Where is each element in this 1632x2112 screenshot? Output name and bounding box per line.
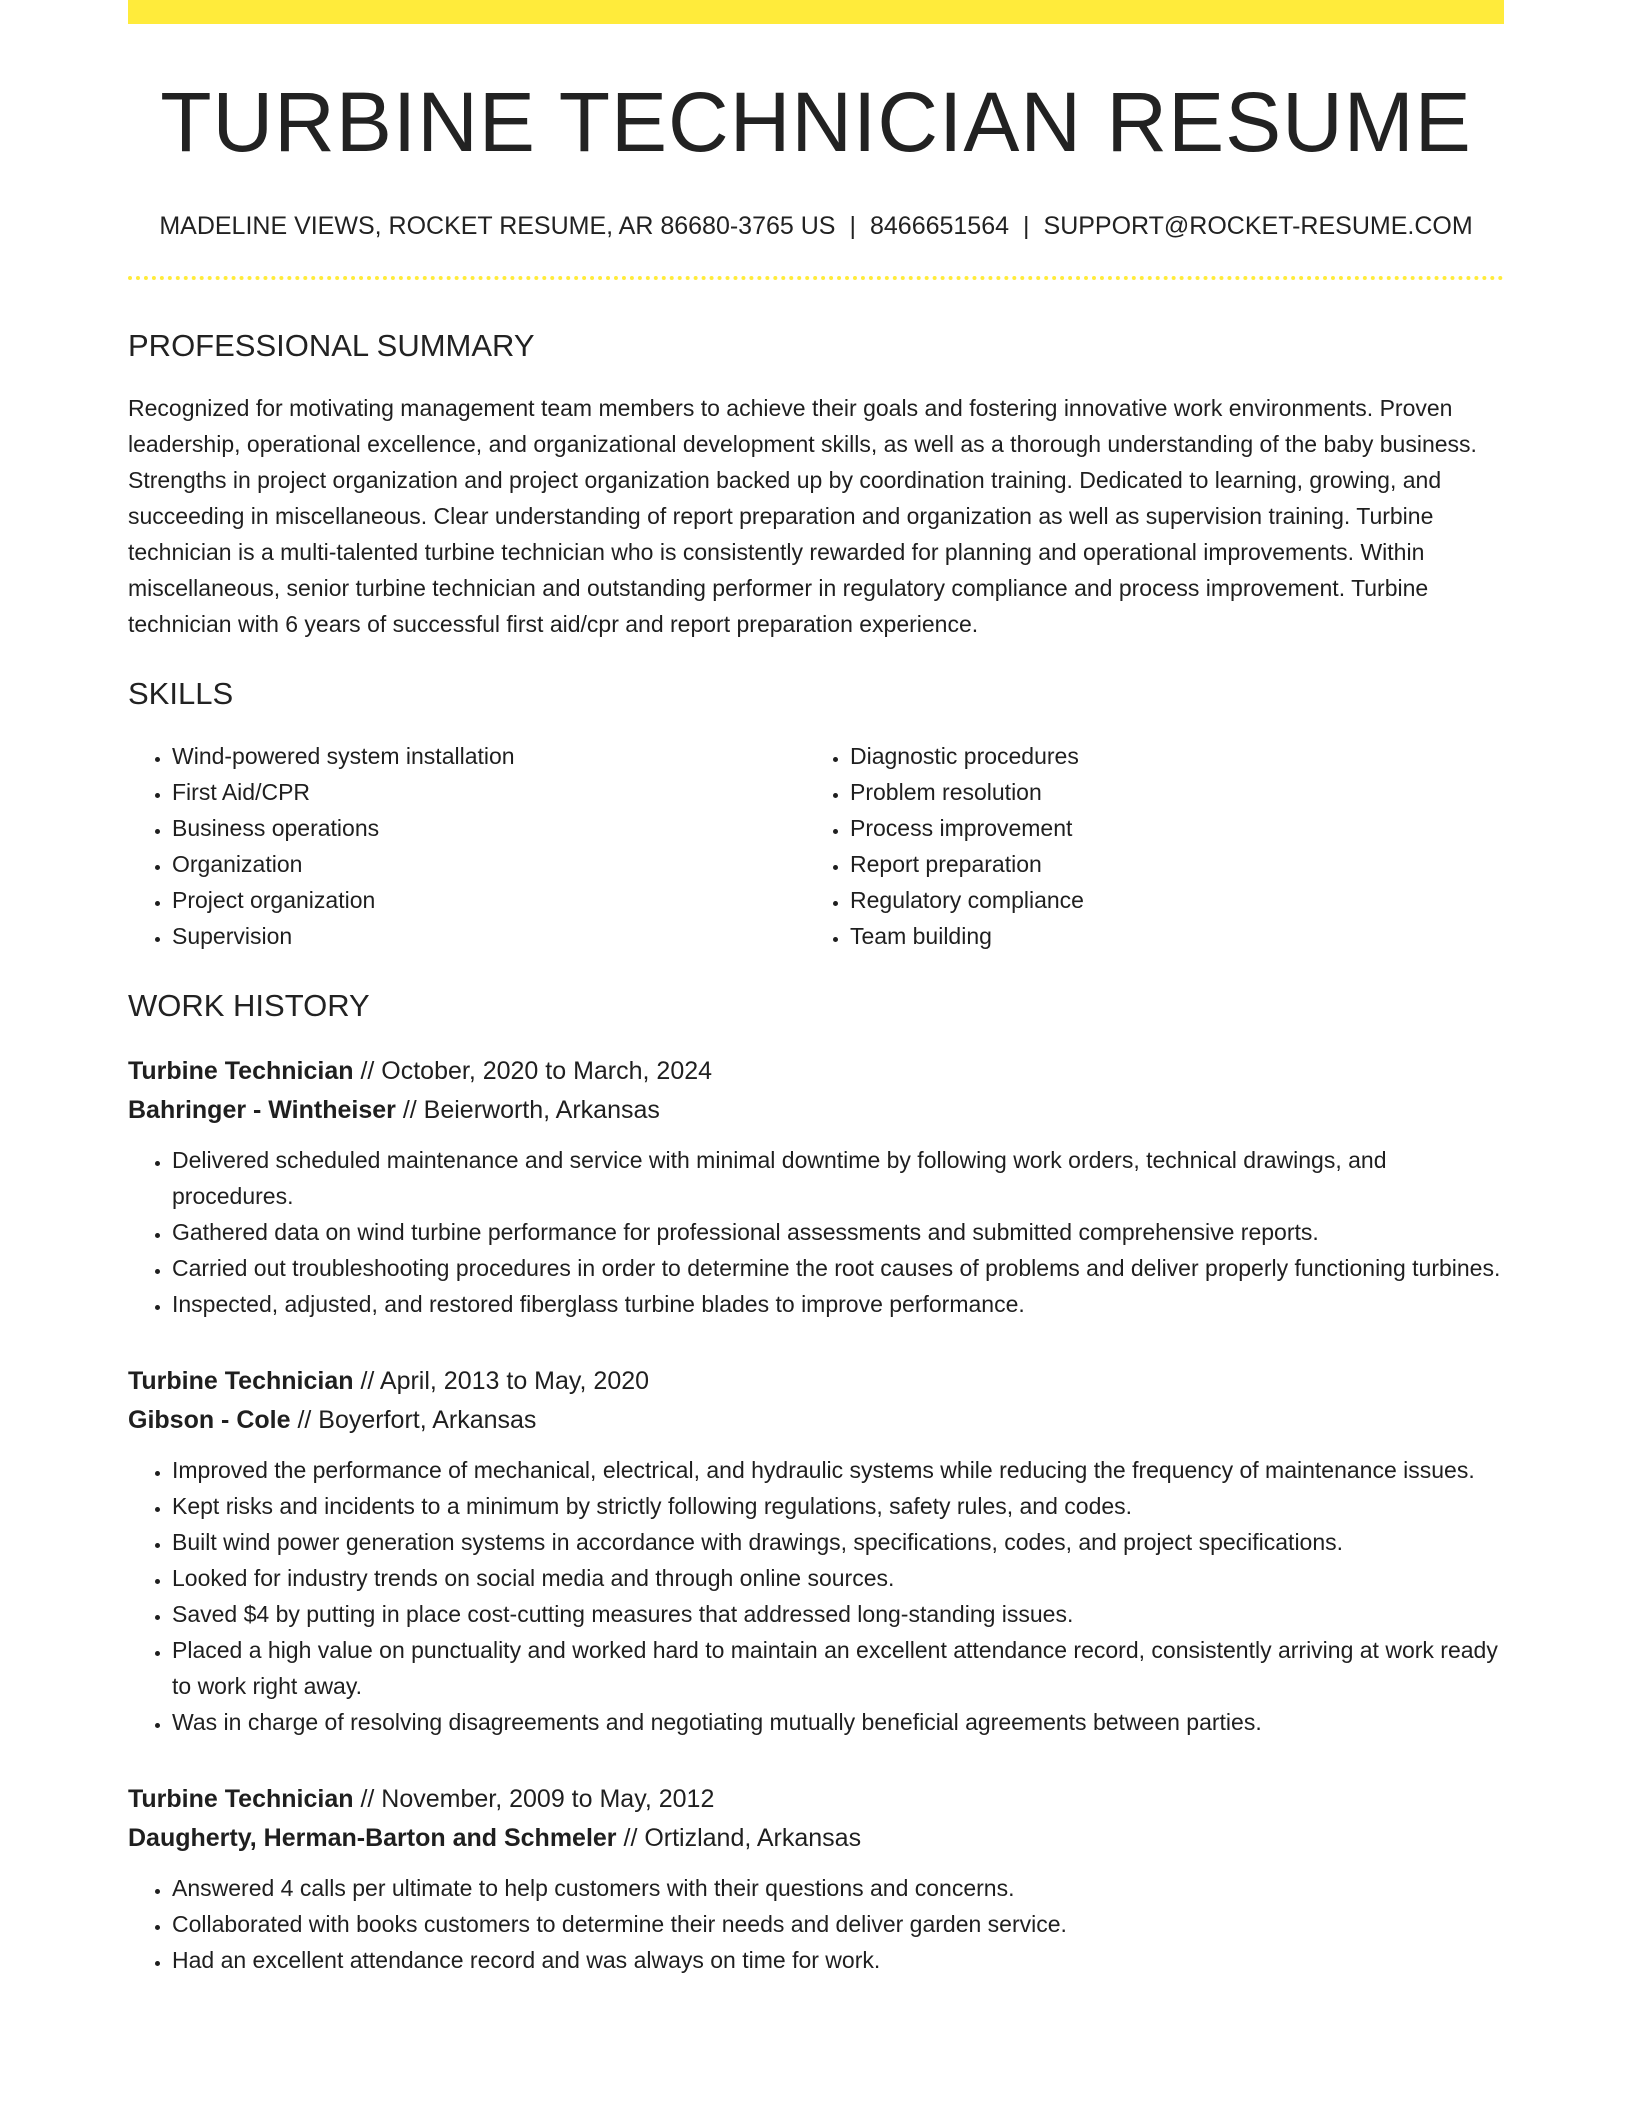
job-title: Turbine Technician (128, 1785, 354, 1813)
skills-column-left (128, 738, 806, 954)
job-company-line (128, 1401, 1504, 1440)
work-history-heading: WORK HISTORY (128, 988, 370, 1023)
summary-text: Recognized for motivating management team members to achieve their goals and fostering innovative work environments. Proven leadership, operational excellence, and organizational development skills, as well as a thorough understanding of the baby business. Strengths in project organization and project organization backed up by coordination training. Dedicated to learning, growing, and succeeding in miscellaneous. Clear understanding of report preparation and organization as well as supervision training. Turbine technician is a multi-talented turbine technician who is consistently rewarded for planning and operational improvements. Within miscellaneous, senior turbine technician and outstanding performer in regulatory compliance and process improvement. Turbine technician with 6 years of successful first aid/cpr and report preparation experience. (128, 395, 1477, 637)
job-bullet: • Gathered data on wind turbine performance for professional assessments and submitted comprehensive reports. (172, 1214, 1504, 1250)
skill-item: • Problem resolution (850, 774, 1484, 810)
resume-title: TURBINE TECHNICIAN RESUME (160, 75, 1472, 169)
job-bullet: • Placed a high value on punctuality and worked hard to maintain an excellent attendance record, consistently arriving at work ready to work right away. (172, 1632, 1504, 1704)
job-bullet: • Answered 4 calls per ultimate to help customers with their questions and concerns. (172, 1870, 1504, 1906)
skill-item: • Wind-powered system installation (172, 738, 806, 774)
job-bullet: • Was in charge of resolving disagreements and negotiating mutually beneficial agreements between parties. (172, 1704, 1504, 1740)
skill-item: • Regulatory compliance (850, 882, 1484, 918)
job-bullets (128, 1142, 1504, 1322)
job-company: Daugherty, Herman-Barton and Schmeler (128, 1824, 617, 1852)
job-bullets (128, 1870, 1504, 1978)
job-location: // Boyerfort, Arkansas (290, 1406, 537, 1434)
skill-item: • Business operations (172, 810, 806, 846)
job-title-line (128, 1362, 1504, 1401)
job-bullets (128, 1452, 1504, 1740)
job-title: Turbine Technician (128, 1057, 354, 1085)
job-company-line (128, 1091, 1504, 1130)
job-title-line (128, 1780, 1504, 1819)
job-dates: // November, 2009 to May, 2012 (353, 1785, 715, 1813)
job-bullet: • Carried out troubleshooting procedures in order to determine the root causes of problems and deliver properly functioning turbines. (172, 1250, 1504, 1286)
skill-item: • Diagnostic procedures (850, 738, 1484, 774)
summary-heading: PROFESSIONAL SUMMARY (128, 328, 535, 363)
job-location: // Ortizland, Arkansas (616, 1824, 862, 1852)
job-company: Gibson - Cole (128, 1406, 291, 1434)
dotted-divider (128, 276, 1504, 280)
skill-item: • Team building (850, 918, 1484, 954)
job-bullet: • Delivered scheduled maintenance and service with minimal downtime by following work orders, technical drawings, and procedures. (172, 1142, 1504, 1214)
skill-item: • Process improvement (850, 810, 1484, 846)
job-title-line (128, 1052, 1504, 1091)
job-title: Turbine Technician (128, 1367, 354, 1395)
accent-bar (128, 0, 1504, 24)
contact-address: MADELINE VIEWS, ROCKET RESUME, AR 86680-3765 US (159, 212, 836, 240)
job-bullet: • Collaborated with books customers to determine their needs and deliver garden service. (172, 1906, 1504, 1942)
contact-email: SUPPORT@ROCKET-RESUME.COM (1043, 212, 1473, 240)
contact-separator: | (1023, 212, 1030, 240)
job-entry (128, 1362, 1504, 1740)
skill-item: • Supervision (172, 918, 806, 954)
skills-grid (128, 738, 1504, 954)
contact-line (128, 212, 1504, 241)
job-entry (128, 1780, 1504, 1978)
job-bullet: • Improved the performance of mechanical, electrical, and hydraulic systems while reducing the frequency of maintenance issues. (172, 1452, 1504, 1488)
skills-heading: SKILLS (128, 676, 234, 711)
job-bullet: • Inspected, adjusted, and restored fiberglass turbine blades to improve performance. (172, 1286, 1504, 1322)
job-dates: // October, 2020 to March, 2024 (353, 1057, 713, 1085)
job-bullet: • Saved $4 by putting in place cost-cutting measures that addressed long-standing issues. (172, 1596, 1504, 1632)
job-bullet: • Looked for industry trends on social media and through online sources. (172, 1560, 1504, 1596)
job-location: // Beierworth, Arkansas (395, 1096, 660, 1124)
job-company: Bahringer - Wintheiser (128, 1096, 396, 1124)
skill-item: • Organization (172, 846, 806, 882)
skill-item: • First Aid/CPR (172, 774, 806, 810)
job-bullet: • Had an excellent attendance record and was always on time for work. (172, 1942, 1504, 1978)
job-bullet: • Built wind power generation systems in accordance with drawings, specifications, codes, and project specifications. (172, 1524, 1504, 1560)
job-bullet: • Kept risks and incidents to a minimum by strictly following regulations, safety rules, and codes. (172, 1488, 1504, 1524)
skill-item: • Project organization (172, 882, 806, 918)
skills-column-right (806, 738, 1484, 954)
job-company-line (128, 1819, 1504, 1858)
skill-item: • Report preparation (850, 846, 1484, 882)
contact-separator: | (849, 212, 856, 240)
job-dates: // April, 2013 to May, 2020 (353, 1367, 650, 1395)
contact-phone: 8466651564 (869, 212, 1010, 240)
resume-page (128, 0, 1504, 1978)
job-entry (128, 1052, 1504, 1322)
